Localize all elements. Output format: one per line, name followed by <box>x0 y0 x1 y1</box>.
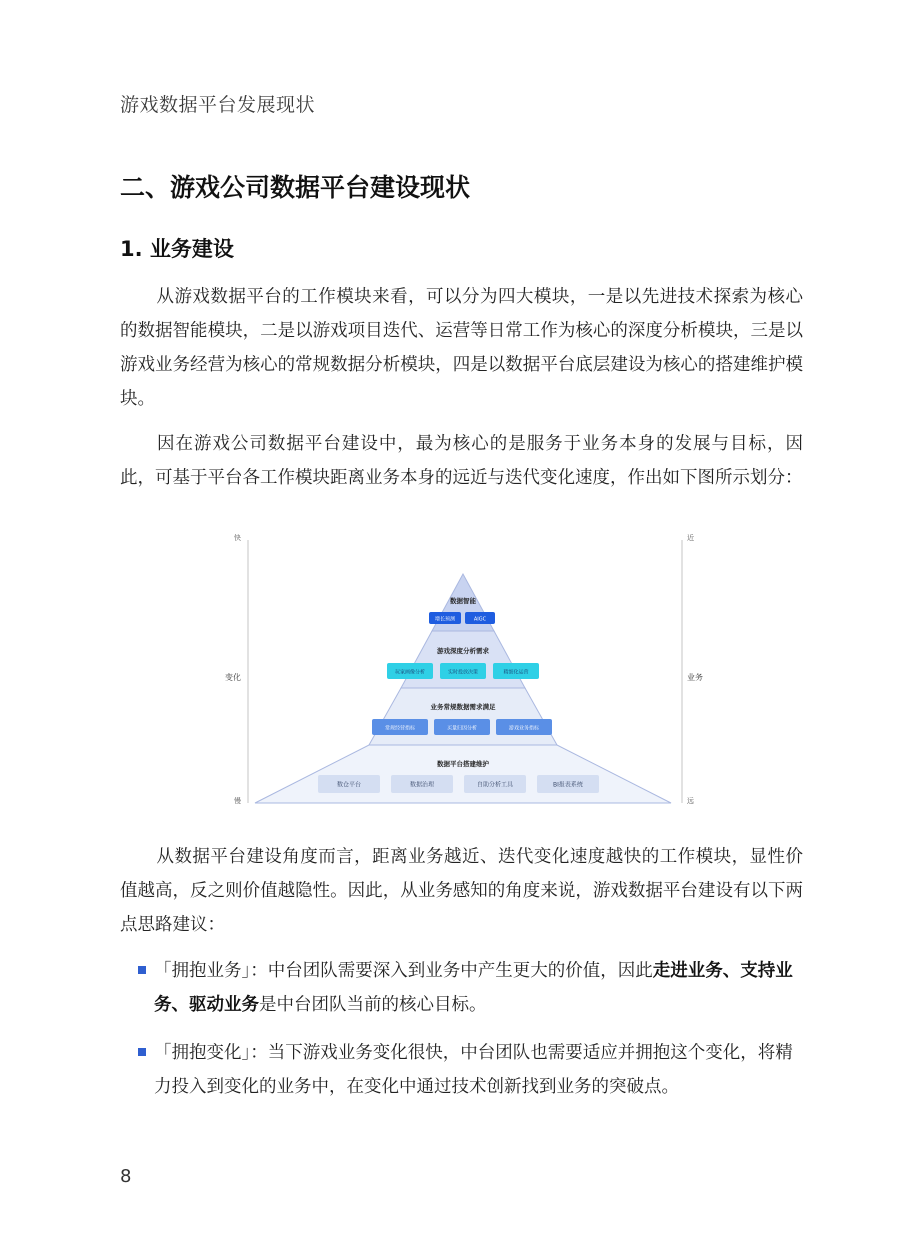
left-axis-bottom-label: 慢 <box>234 797 241 805</box>
paragraph-1-text: 从游戏数据平台的工作模块来看，可以分为四大模块，一是以先进技术探索为核心的数据智能模块，二是以游戏项目迭代、运营等日常工作为核心的深度分析模块，三是以游戏业务经营为核心的常规数据分析模块，四是以数据平台底层建设为核心的搭建维护模块。 <box>120 287 803 409</box>
pyramid-layer-4 <box>255 745 671 803</box>
layer-2-item-1-label: 玩家画像分析 <box>394 669 426 676</box>
bullet-item-2 <box>138 1036 806 1104</box>
pyramid-diagram <box>215 525 715 815</box>
layer-2-item-2-label: 实时投放决策 <box>447 669 479 676</box>
bullet-2-text <box>138 1036 806 1104</box>
pyramid-figure <box>215 525 715 815</box>
layer-1-item-2-label: AIGC <box>473 616 487 623</box>
layer-2-title: 游戏深度分析需求 <box>437 647 489 655</box>
layer-2-item-3-label: 精细化运营 <box>503 669 529 676</box>
layer-1-item-1-label: 增长预测 <box>434 616 456 623</box>
right-axis-middle-label: 业务 <box>687 673 703 682</box>
layer-3-item-1-label: 常规经营指标 <box>384 725 416 732</box>
bullet-1-lead: 「拥抱业务」：中台团队需要深入到业务中产生更大的价值，因此 <box>154 961 653 981</box>
bullet-item-1 <box>138 954 806 1022</box>
layer-3-item-2-label: 买量归因分析 <box>446 725 478 732</box>
section-heading: 二、游戏公司数据平台建设现状 <box>120 173 471 202</box>
layer-4-item-4-label: BI报表系统 <box>553 781 583 789</box>
right-axis-bottom-label: 远 <box>687 797 694 805</box>
left-axis-middle-label: 变化 <box>225 673 241 682</box>
layer-3-item-3-label: 游戏业务指标 <box>508 725 540 732</box>
layer-4-item-3-label: 自助分析工具 <box>476 781 514 789</box>
left-axis-top-label: 快 <box>234 534 241 542</box>
paragraph-2 <box>120 427 803 495</box>
running-header: 游戏数据平台发展现状 <box>120 94 316 116</box>
layer-4-item-2-label: 数据治理 <box>409 781 435 789</box>
paragraph-3 <box>120 840 803 942</box>
right-axis-top-label: 近 <box>687 534 694 542</box>
pyramid-layer-2 <box>401 631 525 688</box>
subsection-heading: 1. 业务建设 <box>120 237 234 261</box>
paragraph-1 <box>120 280 803 416</box>
bullet-square-icon <box>138 966 146 974</box>
paragraph-2-text: 因在游戏公司数据平台建设中，最为核心的是服务于业务本身的发展与目标，因此，可基于平台各工作模块距离业务本身的远近与迭代变化速度，作出如下图所示划分： <box>120 434 803 488</box>
paragraph-3-text: 从数据平台建设角度而言，距离业务越近、迭代变化速度越快的工作模块，显性价值越高，反之则价值越隐性。因此，从业务感知的角度来说，游戏数据平台建设有以下两点思路建议： <box>120 847 803 935</box>
bullet-1-tail: 是中台团队当前的核心目标。 <box>259 995 487 1015</box>
pyramid-layer-3 <box>369 688 557 745</box>
bullet-1-text <box>138 954 806 1022</box>
layer-4-item-1-label: 数仓平台 <box>336 781 362 789</box>
layer-1-title: 数据智能 <box>450 597 476 605</box>
bullet-1-bold: 走进业务、支持业务、驱动业务 <box>154 961 793 1015</box>
bullet-square-icon <box>138 1048 146 1056</box>
layer-4-title: 数据平台搭建维护 <box>437 760 489 768</box>
layer-3-title: 业务常规数据需求满足 <box>430 703 496 711</box>
bullet-2-lead: 「拥抱变化」：当下游戏业务变化很快，中台团队也需要适应并拥抱这个变化，将精力投入到变化的业务中，在变化中通过技术创新找到业务的突破点。 <box>154 1043 793 1097</box>
page-number: 8 <box>120 1166 132 1187</box>
